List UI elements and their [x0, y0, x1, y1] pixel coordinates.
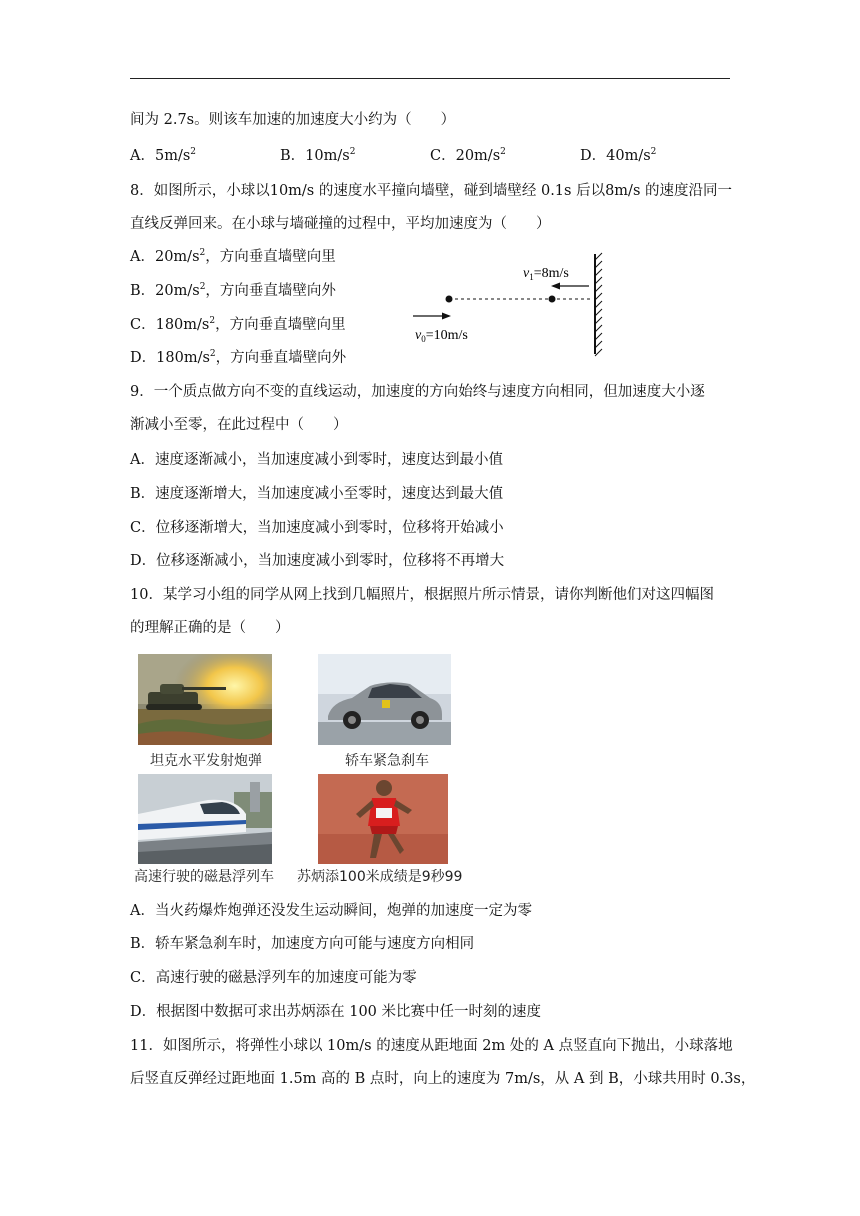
q11-stem-line2: 后竖直反弹经过距地面 1.5m 高的 B 点时，向上的速度为 7m/s，从 A 到 B，小球共用时 0.3s，	[130, 1071, 756, 1087]
ball-rebound	[549, 296, 556, 303]
q8-stem-line1: 8．如图所示，小球以10m/s 的速度水平撞向墙壁，碰到墙壁经 0.1s 后以8m/s 的速度沿同一	[130, 183, 732, 199]
q10-option-c[interactable]: C．高速行驶的磁悬浮列车的加速度可能为零	[130, 970, 417, 986]
q9-option-a[interactable]: A．速度逐渐减小，当加速度减小到零时，速度达到最小值	[130, 452, 503, 468]
q10-stem-line2: 的理解正确的是（ ）	[130, 620, 290, 636]
q7-option-b[interactable]: B．$10m/s^2$	[280, 147, 356, 164]
caption-sprinter: 苏炳添100米成绩是9秒99	[297, 869, 463, 885]
tank-photo	[138, 654, 272, 745]
maglev-photo	[138, 774, 272, 864]
q8-option-c[interactable]: C．$180m/s^2$，方向垂直墙壁向里	[130, 316, 346, 333]
v1-label: $v_1=8m/s$	[523, 266, 569, 282]
q11-stem-line1: 11．如图所示，将弹性小球以 10m/s 的速度从距地面 2m 处的 A 点竖直向下抛出，小球落地	[130, 1038, 733, 1054]
v0-label: $v_0=10m/s$	[415, 328, 468, 344]
q9-stem-line1: 9．一个质点做方向不变的直线运动，加速度的方向始终与速度方向相同，但加速度大小逐	[130, 384, 705, 400]
caption-car: 轿车紧急刹车	[345, 753, 429, 769]
q8-option-d[interactable]: D．$180m/s^2$，方向垂直墙壁向外	[130, 349, 347, 366]
sprinter-photo	[318, 774, 448, 864]
q9-stem-line2: 渐减小至零，在此过程中（ ）	[130, 417, 348, 433]
q10-stem-line1: 10．某学习小组的同学从网上找到几幅照片，根据照片所示情景，请你判断他们对这四幅图	[130, 587, 714, 603]
ball-start	[446, 296, 453, 303]
caption-maglev: 高速行驶的磁悬浮列车	[134, 869, 274, 885]
q10-option-b[interactable]: B．轿车紧急刹车时，加速度方向可能与速度方向相同	[130, 936, 475, 952]
car-photo	[318, 654, 451, 745]
header-rule	[130, 78, 730, 79]
q9-option-c[interactable]: C．位移逐渐增大，当加速度减小到零时，位移将开始减小	[130, 520, 504, 536]
wall	[595, 253, 602, 356]
q7-option-d[interactable]: D．$40m/s^2$	[580, 147, 657, 164]
q10-option-a[interactable]: A．当火药爆炸炮弹还没发生运动瞬间，炮弹的加速度一定为零	[130, 903, 532, 919]
q10-option-d[interactable]: D．根据图中数据可求出苏炳添在 100 米比赛中任一时刻的速度	[130, 1004, 542, 1020]
q7-stem-tail: 间为 2.7s。则该车加速的加速度大小约为（ ）	[130, 112, 456, 128]
q7-option-c[interactable]: C．$20m/s^2$	[430, 147, 506, 164]
q8-stem-line2: 直线反弹回来。在小球与墙碰撞的过程中，平均加速度为（ ）	[130, 216, 551, 232]
q9-option-b[interactable]: B．速度逐渐增大，当加速度减小至零时，速度达到最大值	[130, 486, 504, 502]
q8-option-a[interactable]: A．$20m/s^2$，方向垂直墙壁向里	[130, 248, 336, 265]
ball-wall-diagram	[405, 250, 615, 360]
q7-option-a[interactable]: A．$5m/s^2$	[130, 147, 197, 164]
q8-option-b[interactable]: B．$20m/s^2$，方向垂直墙壁向外	[130, 282, 336, 299]
v1-arrow	[551, 283, 589, 290]
v0-arrow	[413, 313, 451, 320]
q9-option-d[interactable]: D．位移逐渐减小，当加速度减小到零时，位移将不再增大	[130, 553, 505, 569]
caption-tank: 坦克水平发射炮弹	[150, 753, 262, 769]
